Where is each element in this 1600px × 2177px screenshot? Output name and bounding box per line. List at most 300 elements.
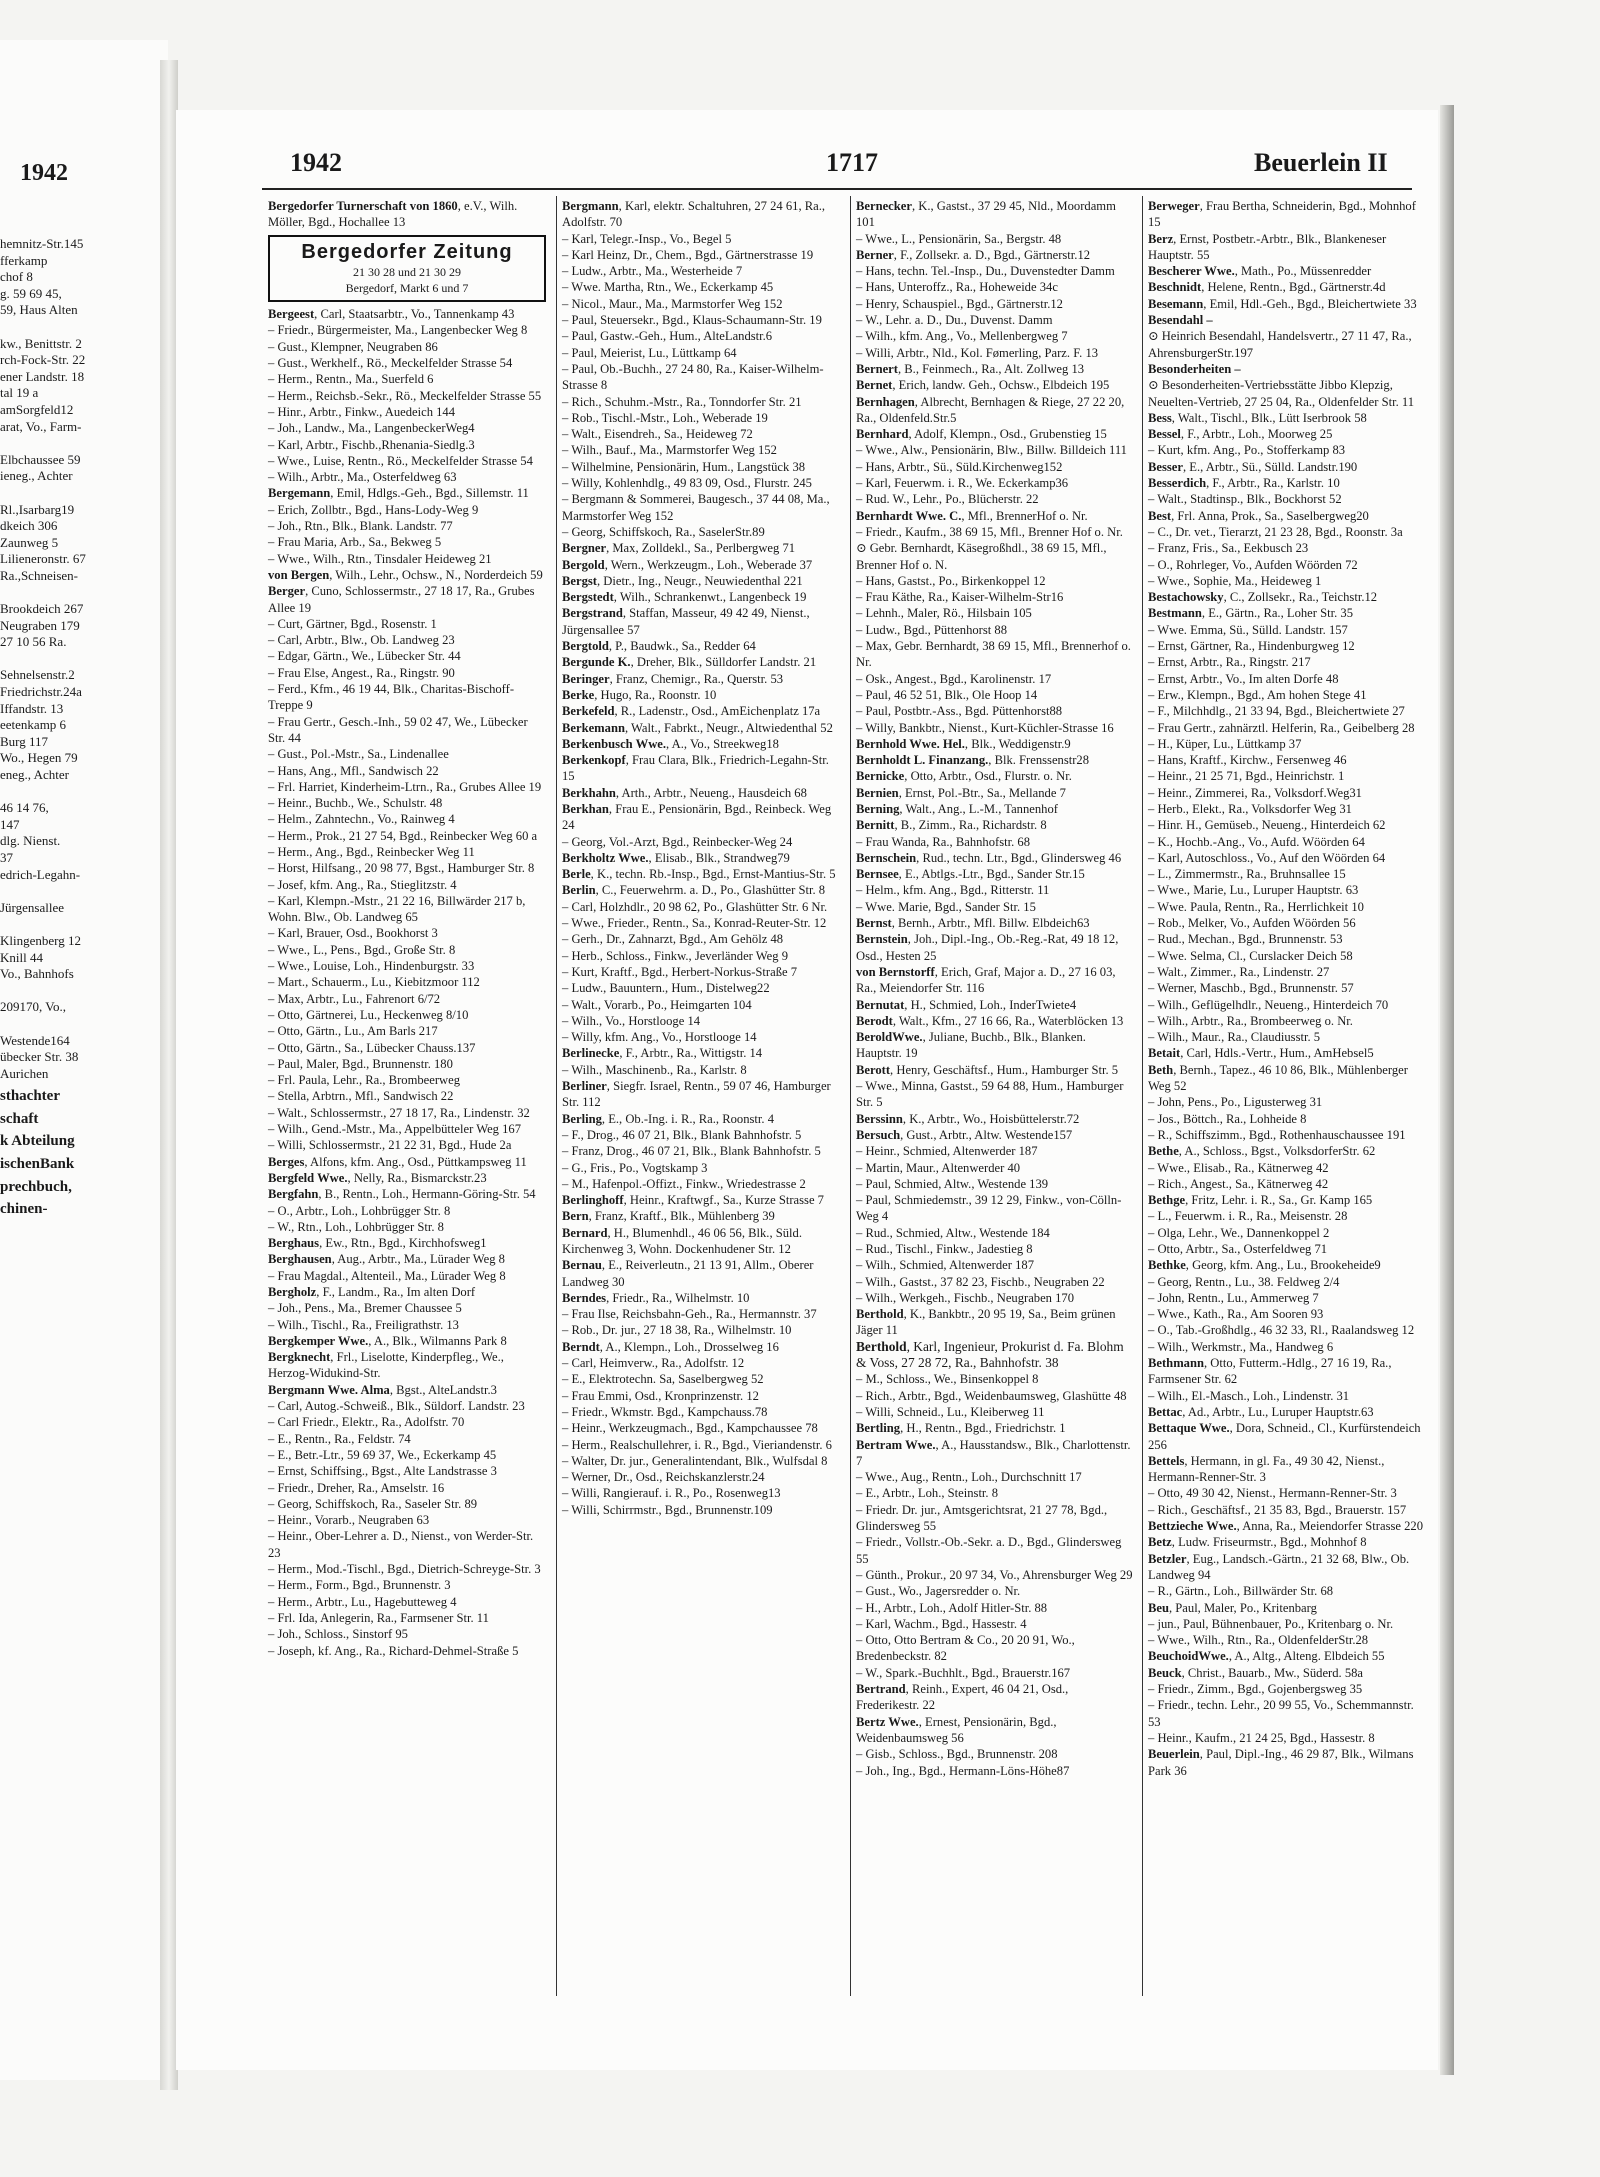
left-fragment-line: ieneg., Achter <box>0 468 73 484</box>
directory-entry: Bessel, F., Arbtr., Loh., Moorweg 25 <box>1148 427 1333 442</box>
directory-entry: – Hans, Gastst., Po., Birkenkoppel 12 <box>856 573 1046 588</box>
directory-entry: – Walt., Zimmer., Ra., Lindenstr. 27 <box>1148 964 1330 979</box>
directory-entry: – Carl Friedr., Elektr., Ra., Adolfstr. 70 <box>268 1415 465 1430</box>
directory-entry: – Georg, Vol.-Arzt, Bgd., Reinbecker-Weg 24 <box>562 834 793 849</box>
directory-entry: Bergold, Wern., Werkzeugm., Loh., Weberade 37 <box>562 557 813 572</box>
directory-entry: – Rud. W., Lehr., Po., Blücherstr. 22 <box>856 492 1039 507</box>
directory-entry: – Willi, Schlossermstr., 21 22 31, Bgd., Hude 2a <box>268 1138 512 1153</box>
directory-entry: – Walt., Vorarb., Po., Heimgarten 104 <box>562 997 752 1012</box>
directory-entry: – W., Spark.-Buchhlt., Bgd., Brauerstr.167 <box>856 1665 1071 1680</box>
directory-entry: Bern, Franz, Kraftf., Blk., Mühlenberg 39 <box>562 1209 775 1224</box>
left-fragment-line: fferkamp <box>0 252 48 268</box>
directory-entry: – Walt., Stadtinsp., Blk., Bockhorst 52 <box>1148 492 1342 507</box>
directory-entry: Berz, Ernst, Postbetr.-Arbtr., Blk., Blankeneser Hauptstr. 55 <box>1148 231 1387 262</box>
directory-entry: – Gust., Wo., Jagersredder o. Nr. <box>856 1584 1021 1599</box>
directory-entry: Bescherer Wwe., Math., Po., Müssenredder <box>1148 264 1372 279</box>
directory-entry: Berkenbusch Wwe., A., Vo., Streekweg18 <box>562 736 779 751</box>
directory-entry: Bergstrand, Staffan, Masseur, 49 42 49, Nienst., Jürgensallee 57 <box>562 606 810 637</box>
directory-entry: Bergstedt, Wilh., Schrankenwt., Langenbeck 19 <box>562 590 807 605</box>
directory-entry: – Hans, Arbtr., Sü., Süld.Kirchenweg152 <box>856 459 1063 474</box>
directory-entry: – Friedr. Dr. jur., Amtsgerichtsrat, 21 27 78, Bgd., Glindersweg 55 <box>856 1502 1108 1534</box>
directory-entry: – Olga, Lehr., We., Dannenkoppel 2 <box>1148 1225 1330 1240</box>
left-fragment-line: Aurichen <box>0 1065 49 1081</box>
left-fragment-line: Lilieneronstr. 67 <box>0 551 86 567</box>
directory-entry: – Paul, Steuersekr., Bgd., Klaus-Schaumann-Str. 19 <box>562 313 822 328</box>
directory-entry: Besemann, Emil, Hdl.-Geh., Bgd., Bleichertwiete 33 <box>1148 296 1417 311</box>
directory-entry: – Wilh., Arbtr., Ra., Brombeerweg o. Nr. <box>1148 1013 1353 1028</box>
directory-entry: – O., Tab.-Großhdlg., 46 32 33, Rl., Raalandsweg 12 <box>1148 1323 1415 1338</box>
directory-entry: – Willi, Arbtr., Nld., Kol. Fømerling, Parz. F. 13 <box>856 345 1099 360</box>
directory-entry: – Wwe., Frieder., Rentn., Sa., Konrad-Reuter-Str. 12 <box>562 916 827 931</box>
directory-entry: Besser, E., Arbtr., Sü., Sülld. Landstr.190 <box>1148 459 1358 474</box>
directory-entry: – Herm., Rentn., Ma., Suerfeld 6 <box>268 372 434 387</box>
left-fragment-line: Westende164 <box>0 1032 70 1048</box>
directory-entry: – Josef, kfm. Ang., Ra., Stieglitzstr. 4 <box>268 877 457 892</box>
directory-entry: Bergholz, F., Landm., Ra., Im alten Dorf <box>268 1285 476 1299</box>
directory-entry: – Frau Emmi, Osd., Kronprinzenstr. 12 <box>562 1388 759 1403</box>
left-fragment-line: Sehnelsenstr.2 <box>0 667 75 683</box>
directory-entry: Bernien, Ernst, Pol.-Btr., Sa., Mellande 7 <box>856 785 1066 800</box>
directory-entry: – Horst, Hilfsang., 20 98 77, Bgst., Hamburger Str. 8 <box>268 861 535 876</box>
directory-entry: Berthold, K., Bankbtr., 20 95 19, Sa., Beim grünen Jäger 11 <box>856 1307 1116 1338</box>
directory-entry: – Paul, Ob.-Buchh., 27 24 80, Ra., Kaiser-Wilhelm-Strasse 8 <box>562 361 824 393</box>
directory-entry: – G., Fris., Po., Vogtskamp 3 <box>562 1160 708 1175</box>
directory-entry: Beth, Bernh., Tapez., 46 10 86, Blk., Mühlenberger Weg 52 <box>1148 1062 1408 1094</box>
directory-entry: – Wwe., Kath., Ra., Am Sooren 93 <box>1148 1307 1324 1322</box>
directory-entry: – Kurt, Kraftf., Bgd., Herbert-Norkus-Straße 7 <box>562 964 798 979</box>
directory-entry: – Willy, kfm. Ang., Vo., Horstlooge 14 <box>562 1030 757 1045</box>
directory-entry: – Wilh., Vo., Horstlooge 14 <box>562 1013 701 1028</box>
directory-entry: Bernitt, B., Zimm., Ra., Richardstr. 8 <box>856 818 1047 833</box>
directory-entry: – John, Pens., Po., Ligusterweg 31 <box>1148 1095 1323 1110</box>
left-fragment-line: dlg. Nienst. <box>0 833 61 849</box>
left-fragment-line: 59, Haus Alten <box>0 302 78 318</box>
directory-entry: – Wwe., Sophie, Ma., Heideweg 1 <box>1148 573 1322 588</box>
directory-entry: Bernutat, H., Schmied, Loh., InderTwiete4 <box>856 997 1077 1012</box>
directory-entry: Bergkemper Wwe., A., Blk., Wilmanns Park 8 <box>268 1333 507 1348</box>
left-fragment-line: Wo., Hegen 79 <box>0 750 78 766</box>
directory-entry: Bergst, Dietr., Ing., Neugr., Neuwiedenthal 221 <box>562 573 803 588</box>
directory-entry: – Carl, Autog.-Schweiß., Blk., Süldorf. Landstr. 23 <box>268 1399 525 1414</box>
directory-entry: – Wwe. Martha, Rtn., We., Eckerkamp 45 <box>562 280 774 295</box>
left-fragment-line: amSorgfeld12 <box>0 401 74 417</box>
left-fragment-line: Zaunweg 5 <box>0 534 59 550</box>
directory-entry: Berott, Henry, Geschäftsf., Hum., Hamburger Str. 5 <box>856 1062 1119 1077</box>
directory-entry: Betzler, Eug., Landsch.-Gärtn., 21 32 68, Blw., Ob. Landweg 94 <box>1148 1551 1410 1582</box>
directory-entry: – Paul, Maler, Bgd., Brunnenstr. 180 <box>268 1056 453 1071</box>
directory-entry: – Heinr., Vorarb., Neugraben 63 <box>268 1513 430 1528</box>
left-fragment-line: dkeich 306 <box>0 518 58 534</box>
directory-entry: Bergunde K., Dreher, Blk., Sülldorfer Landstr. 21 <box>562 655 817 670</box>
directory-entry: – Wilh., Arbtr., Ma., Osterfeldweg 63 <box>268 470 457 485</box>
directory-entry: – Frau Gertr., zahnärztl. Helferin, Ra., Geibelberg 28 <box>1148 720 1415 735</box>
left-fragment-line: hemnitz-Str.145 <box>0 236 84 251</box>
left-fragment-line <box>0 485 168 502</box>
directory-entry: – Martin, Maur., Altenwerder 40 <box>856 1160 1021 1175</box>
directory-entry: – Herb., Schloss., Finkw., Jeverländer Weg 9 <box>562 948 788 963</box>
directory-entry: – Nicol., Maur., Ma., Marmstorfer Weg 152 <box>562 296 783 311</box>
directory-entry: – Helm., kfm. Ang., Bgd., Ritterstr. 11 <box>856 883 1050 898</box>
directory-entry: – Rob., Dr. jur., 27 18 38, Ra., Wilhelmstr. 10 <box>562 1323 792 1338</box>
directory-entry: Berkemann, Walt., Fabrkt., Neugr., Altwiedenthal 52 <box>562 720 833 735</box>
directory-entry: Bergemann, Emil, Hdlgs.-Geh., Bgd., Sillemstr. 11 <box>268 486 529 501</box>
left-fragment-line: kw., Benittstr. 2 <box>0 335 82 351</box>
directory-entry: Berling, E., Ob.-Ing. i. R., Ra., Roonstr. 4 <box>562 1111 775 1126</box>
directory-entry: Berkenkopf, Frau Clara, Blk., Friedrich-Legahn-Str. 15 <box>562 753 829 784</box>
directory-entry: – Hinr. H., Gemüseb., Neueng., Hinterdeich 62 <box>1148 818 1386 833</box>
directory-entry: ⊙ Besonderheiten-Vertriebsstätte Jibbo Klepzig, Neuelten-Vertrieb, 27 25 04, Ra., Oldenfelder Str. 11 <box>1148 378 1415 409</box>
directory-entry: – Joh., Rtn., Blk., Blank. Landstr. 77 <box>268 519 453 534</box>
header-running-head: Beuerlein II <box>1254 148 1388 177</box>
directory-entry: – Paul, Postbtr.-Ass., Bgd. Püttenhorst88 <box>856 704 1063 719</box>
directory-entry: – Otto, Gärtn., Sa., Lübecker Chauss.137 <box>268 1040 476 1055</box>
directory-entry: Bettac, Ad., Arbtr., Lu., Luruper Hauptstr.63 <box>1148 1404 1374 1419</box>
directory-entry: – W., Lehr. a. D., Du., Duvenst. Damm <box>856 313 1053 328</box>
directory-entry: Berghaus, Ew., Rtn., Bgd., Kirchhofsweg1 <box>268 1236 487 1251</box>
directory-entry: – Frau Ilse, Reichsbahn-Geh., Ra., Hermannstr. 37 <box>562 1307 817 1322</box>
directory-entry: – Wilh., Tischl., Ra., Freiligrathstr. 13 <box>268 1317 459 1332</box>
directory-entry: Berke, Hugo, Ra., Roonstr. 10 <box>562 687 717 702</box>
directory-entry: – Carl, Arbtr., Blw., Ob. Landweg 23 <box>268 633 455 648</box>
directory-entry: – Mart., Schauerm., Lu., Kiebitzmoor 112 <box>268 975 480 990</box>
directory-entry: Bertram Wwe., A., Hausstandsw., Blk., Charlottenstr. 7 <box>856 1437 1131 1468</box>
left-fragment-line: Iffandstr. 13 <box>0 700 64 716</box>
directory-entry: – Wwe., Aug., Rentn., Loh., Durchschnitt 17 <box>856 1470 1082 1485</box>
directory-entry: – Joh., Pens., Ma., Bremer Chaussee 5 <box>268 1301 462 1316</box>
left-fragment-line: Brookdeich 267 <box>0 601 84 617</box>
directory-entry: – W., Rtn., Loh., Lohbrügger Str. 8 <box>268 1219 444 1234</box>
left-fragment-line: eetenkamp 6 <box>0 717 67 733</box>
directory-entry: – Ernst, Gärtner, Ra., Hindenburgweg 12 <box>1148 639 1355 654</box>
header-page-number: 1717 <box>826 148 878 177</box>
directory-entry: Betait, Carl, Hdls.-Vertr., Hum., AmHebsel5 <box>1148 1046 1374 1061</box>
directory-entry: – Karl, Arbtr., Fischb.,Rhenania-Siedlg.3 <box>268 437 475 452</box>
directory-entry: – Wwe., Minna, Gastst., 59 64 88, Hum., Hamburger Str. 5 <box>856 1079 1124 1110</box>
left-fragment-line: eneg., Achter <box>0 767 69 782</box>
directory-entry: – Ferd., Kfm., 46 19 44, Blk., Charitas-Bischoff-Treppe 9 <box>268 682 515 713</box>
directory-entry: – Frl. Paula, Lehr., Ra., Brombeerweg <box>268 1073 461 1088</box>
directory-entry: – Carl, Holzhdlr., 20 98 62, Po., Glashütter Str. 6 Nr. <box>562 899 828 914</box>
directory-entry: Berkhahn, Arth., Arbtr., Neueng., Hausdeich 68 <box>562 785 807 800</box>
left-fragment-line: 27 10 56 Ra. <box>0 634 67 650</box>
directory-entry: Berlinecke, F., Arbtr., Ra., Wittigstr. 14 <box>562 1046 763 1061</box>
left-fragment-line <box>0 983 168 1000</box>
directory-entry: – F., Drog., 46 07 21, Blk., Blank Bahnhofstr. 5 <box>562 1127 802 1142</box>
directory-entry: – Wwe. Paula, Rentn., Ra., Herrlichkeit 10 <box>1148 899 1364 914</box>
directory-entry: – Otto, Gärtnerei, Lu., Heckenweg 8/10 <box>268 1007 469 1022</box>
directory-entry: – Karl, Wachm., Bgd., Hassestr. 4 <box>856 1616 1027 1631</box>
directory-entry: Bergfeld Wwe., Nelly, Ra., Bismarckstr.23 <box>268 1170 487 1185</box>
directory-entry: Beuerlein, Paul, Dipl.-Ing., 46 29 87, Blk., Wilmans Park 36 <box>1148 1747 1414 1778</box>
directory-entry: Bernst, Bernh., Arbtr., Mfl. Billw. Elbdeich63 <box>856 916 1090 931</box>
directory-entry: – Joh., Landw., Ma., LangenbeckerWeg4 <box>268 421 475 436</box>
directory-entry: Bernstein, Joh., Dipl.-Ing., Ob.-Reg.-Rat, 49 18 12, Osd., Hesten 25 <box>856 932 1119 963</box>
newspaper-advert <box>268 235 546 303</box>
directory-entry: – Walt., Eisendreh., Sa., Heideweg 72 <box>562 427 753 442</box>
directory-entry: Bernhardt Wwe. C., Mfl., BrennerHof o. Nr. <box>856 508 1088 523</box>
directory-entry: Berger, Cuno, Schlossermstr., 27 18 17, Ra., Grubes Allee 19 <box>268 584 535 615</box>
left-section-heading: chinen- <box>0 1201 48 1218</box>
directory-entry: Bernhard, Adolf, Klempn., Osd., Grubenstieg 15 <box>856 427 1107 442</box>
left-fragment-line: tal 19 a <box>0 385 39 401</box>
column-divider <box>850 196 851 1996</box>
directory-entry: – Karl, Feuerwm. i. R., We. Eckerkamp36 <box>856 476 1069 491</box>
directory-entry: Bernschein, Rud., techn. Ltr., Bgd., Glindersweg 46 <box>856 850 1122 865</box>
directory-entry: – Frau Magdal., Altenteil., Ma., Lürader Weg 8 <box>268 1268 506 1283</box>
directory-entry: – Wilh., Geflügelhdlr., Neueng., Hinterdeich 70 <box>1148 997 1389 1012</box>
directory-entry: – Herm., Mod.-Tischl., Bgd., Dietrich-Schreyge-Str. 3 <box>268 1562 541 1577</box>
directory-entry: – L., Feuerwm. i. R., Ra., Meisenstr. 28 <box>1148 1209 1348 1224</box>
directory-entry: – Wilh., Gend.-Mstr., Ma., Appelbütteler Weg 167 <box>268 1122 522 1137</box>
directory-entry: – O., Arbtr., Loh., Lohbrügger Str. 8 <box>268 1203 451 1218</box>
directory-entry: – Curt, Gärtner, Bgd., Rosenstr. 1 <box>268 616 437 631</box>
left-fragment-line: 147 <box>0 816 20 832</box>
left-fragment-line: g. 59 69 45, <box>0 285 62 301</box>
left-fragment-line: Vo., Bahnhofs <box>0 966 74 982</box>
directory-entry: BeuchoidWwe., A., Altg., Alteng. Elbdeich 55 <box>1148 1649 1385 1664</box>
directory-entry: – Wwe., Luise, Rentn., Rö., Meckelfelder Strasse 54 <box>268 453 533 468</box>
column-divider <box>556 196 557 1996</box>
directory-entry: – Wilh., Gastst., 37 82 23, Fischb., Neugraben 22 <box>856 1274 1105 1289</box>
directory-entry: – E., Elektrotechn. Sa, Saselbergweg 52 <box>562 1372 764 1387</box>
directory-entry: – Henry, Schauspiel., Bgd., Gärtnerstr.12 <box>856 296 1063 311</box>
directory-entry: Bethke, Georg, kfm. Ang., Lu., Brookeheide9 <box>1148 1258 1381 1273</box>
directory-entry: Berghausen, Aug., Arbtr., Ma., Lürader Weg 8 <box>268 1252 505 1267</box>
directory-entry: – Otto, Gärtn., Lu., Am Barls 217 <box>268 1024 438 1039</box>
left-fragment-line: Knill 44 <box>0 949 43 965</box>
page-edge <box>1440 105 1454 2075</box>
directory-entry: – Wilh., Maschinenb., Ra., Karlstr. 8 <box>562 1062 747 1077</box>
directory-entry: Bergtold, P., Baudwk., Sa., Redder 64 <box>562 639 756 654</box>
directory-entry: – Kurt, kfm. Ang., Po., Stofferkamp 83 <box>1148 443 1346 458</box>
directory-entry: – Werner, Maschb., Bgd., Brunnenstr. 57 <box>1148 981 1354 996</box>
directory-entry: – E., Arbtr., Loh., Steinstr. 8 <box>856 1486 999 1501</box>
directory-entry: – Wilh., Werkgeh., Fischb., Neugraben 170 <box>856 1290 1075 1305</box>
directory-entry: – Hans, Kraftf., Kirchw., Fersenweg 46 <box>1148 753 1347 768</box>
directory-entry: – Paul, Schmied, Altw., Westende 139 <box>856 1176 1049 1191</box>
directory-entry: – Karl, Telegr.-Insp., Vo., Begel 5 <box>562 231 732 246</box>
directory-entry: Bernsee, E., Abtlgs.-Ltr., Bgd., Sander Str.15 <box>856 867 1085 882</box>
directory-entry: – Wwe., Elisab., Ra., Kätnerweg 42 <box>1148 1160 1329 1175</box>
directory-entry: Berssinn, K., Arbtr., Wo., Hoisbüttelerstr.72 <box>856 1111 1080 1126</box>
directory-entry: – Friedr., Zimm., Bgd., Gojenbergsweg 35 <box>1148 1682 1363 1697</box>
directory-entry: – Franz, Drog., 46 07 21, Blk., Blank Bahnhofstr. 5 <box>562 1144 821 1159</box>
directory-entry: – Joseph, kf. Ang., Ra., Richard-Dehmel-Straße 5 <box>268 1643 519 1658</box>
directory-entry: – Wwe., Marie, Lu., Luruper Hauptstr. 63 <box>1148 883 1359 898</box>
directory-entry: – Gust., Werkhelf., Rö., Meckelfelder Strasse 54 <box>268 356 513 371</box>
directory-entry: – Joh., Schloss., Sinstorf 95 <box>268 1627 408 1642</box>
directory-entry: – Frau Else, Angest., Ra., Ringstr. 90 <box>268 665 455 680</box>
directory-entry: – Hans, Ang., Mfl., Sandwisch 22 <box>268 763 439 778</box>
directory-entry: Best, Frl. Anna, Prok., Sa., Saselbergweg20 <box>1148 508 1369 523</box>
directory-entry: – Karl Heinz, Dr., Chem., Bgd., Gärtnerstrasse 19 <box>562 247 814 262</box>
directory-entry: – jun., Paul, Bühnenbauer, Po., Kritenbarg o. Nr. <box>1148 1616 1394 1631</box>
left-fragment-line: 37 <box>0 849 13 865</box>
directory-entry: – Friedr., techn. Lehr., 20 99 55, Vo., Schemmannstr. 53 <box>1148 1698 1414 1729</box>
directory-entry: – Hans, Unteroffz., Ra., Hoheweide 34c <box>856 280 1058 295</box>
left-fragment-line: 46 14 76, <box>0 800 49 816</box>
directory-entry: Bettaque Wwe., Dora, Schneid., Cl., Kurfürstendeich 256 <box>1148 1421 1421 1452</box>
directory-entry: Bess, Walt., Tischl., Blk., Lütt Iserbrook 58 <box>1148 410 1367 425</box>
directory-entry: von Bernstorff, Erich, Graf, Major a. D., 27 16 03, Ra., Meiendorfer Str. 116 <box>856 964 1116 996</box>
directory-entry: Berner, F., Zollsekr. a. D., Bgd., Gärtnerstr.12 <box>856 247 1091 262</box>
directory-entry: – Gerh., Dr., Zahnarzt, Bgd., Am Gehölz 48 <box>562 932 784 947</box>
directory-entry: – Willy, Bankbtr., Nienst., Kurt-Küchler-Strasse 16 <box>856 720 1114 735</box>
directory-entry: – Walt., Schlossermstr., 27 18 17, Ra., Lindenstr. 32 <box>268 1105 530 1120</box>
directory-entry: – Willy, Kohlenhdlg., 49 83 09, Osd., Flurstr. 245 <box>562 476 812 491</box>
advert-phone: 21 30 28 und 21 30 29 <box>353 264 461 279</box>
directory-entry: Besendahl – <box>1148 313 1213 328</box>
directory-column-2 <box>562 198 840 1518</box>
directory-entry: – Karl, Klempn.-Mstr., 21 22 16, Billwärder 217 b, Wohn. Blw., Ob. Landweg 65 <box>268 893 526 925</box>
directory-entry: – Gisb., Schloss., Bgd., Brunnenstr. 208 <box>856 1747 1058 1762</box>
left-fragment-line: Klingenberg 12 <box>0 932 81 948</box>
left-fragment-line <box>0 651 168 668</box>
directory-entry: – Herb., Elekt., Ra., Volksdorfer Weg 31 <box>1148 801 1352 816</box>
directory-entry: – Hans, techn. Tel.-Insp., Du., Duvenstedter Damm <box>856 264 1115 279</box>
directory-entry: Berlin, C., Feuerwehrm. a. D., Po., Glashütter Str. 8 <box>562 883 826 898</box>
directory-entry: Besonderheiten – <box>1148 361 1241 376</box>
directory-entry: – Otto, Arbtr., Sa., Osterfeldweg 71 <box>1148 1242 1328 1256</box>
directory-entry: – Rich., Angest., Sa., Kätnerweg 42 <box>1148 1176 1329 1191</box>
directory-entry: – Heinr., 21 25 71, Bgd., Heinrichstr. 1 <box>1148 769 1345 784</box>
directory-entry: Bernau, E., Reiverleutn., 21 13 91, Allm., Oberer Landweg 30 <box>562 1258 814 1289</box>
left-fragment-line: 209170, Vo., <box>0 999 66 1015</box>
directory-entry: – Wilh., Bauf., Ma., Marmstorfer Weg 152 <box>562 443 777 458</box>
directory-entry: Bergmann Wwe. Alma, Bgst., AlteLandstr.3 <box>268 1382 497 1397</box>
directory-entry: Bestmann, E., Gärtn., Ra., Loher Str. 35 <box>1148 606 1353 621</box>
directory-entry: – Otto, Otto Bertram & Co., 20 20 91, Wo., Bredenbeckstr. 82 <box>856 1633 1075 1664</box>
directory-entry: Bernecker, K., Gastst., 37 29 45, Nld., Moordamm 101 <box>856 199 1116 230</box>
directory-entry: – M., Hafenpol.-Offizt., Finkw., Wriedestrasse 2 <box>562 1176 806 1191</box>
directory-entry: – Wilh., Werkmstr., Ma., Handweg 6 <box>1148 1339 1334 1354</box>
directory-entry: Bergedorfer Turnerschaft von 1860, e.V., Wilh. Möller, Bgd., Hochallee 13 <box>268 199 518 230</box>
directory-entry: – Edgar, Gärtn., We., Lübecker Str. 44 <box>268 649 461 664</box>
left-fragment-line: Jürgensallee <box>0 899 65 915</box>
directory-entry: – E., Betr.-Ltr., 59 69 37, We., Eckerkamp 45 <box>268 1447 497 1462</box>
directory-entry: – Rud., Schmied, Altw., Westende 184 <box>856 1225 1050 1240</box>
directory-entry: – Herm., Prok., 21 27 54, Bgd., Reinbecker Weg 60 a <box>268 828 538 843</box>
directory-entry: – E., Rentn., Ra., Feldstr. 74 <box>268 1431 411 1446</box>
directory-entry: – Heinr., Ober-Lehrer a. D., Nienst., von Werder-Str. 23 <box>268 1529 534 1560</box>
directory-entry: – L., Zimmermstr., Ra., Bruhnsallee 15 <box>1148 867 1346 882</box>
directory-entry: Berndt, A., Klempn., Loh., Drosselweg 16 <box>562 1339 779 1354</box>
directory-entry: – Ernst, Schiffsing., Bgst., Alte Landstrasse 3 <box>268 1464 497 1479</box>
directory-entry: – Helm., Zahntechn., Vo., Rainweg 4 <box>268 812 455 827</box>
directory-entry: Bergeest, Carl, Staatsarbtr., Vo., Tannenkamp 43 <box>268 307 515 322</box>
directory-entry: – O., Rohrleger, Vo., Aufden Wöörden 72 <box>1148 557 1358 572</box>
left-fragment-line: rch-Fock-Str. 22 <box>0 352 86 368</box>
directory-column-1 <box>268 198 546 1659</box>
directory-entry: – Wwe., Alw., Pensionärin, Blw., Billw. Billdeich 111 <box>856 443 1127 458</box>
left-fragment-line: ener Landstr. 18 <box>0 368 85 384</box>
directory-entry: – Heinr., Schmied, Altenwerder 187 <box>856 1144 1038 1159</box>
directory-entry: – Rich., Geschäftsf., 21 35 83, Bgd., Brauerstr. 157 <box>1148 1502 1407 1517</box>
directory-entry: – Frl. Ida, Anlegerin, Ra., Farmsener Str. 11 <box>268 1610 489 1625</box>
directory-entry: – F., Milchhdlg., 21 33 94, Bgd., Bleichertwiete 27 <box>1148 704 1405 719</box>
directory-entry: – Rob., Melker, Vo., Aufden Wöörden 56 <box>1148 916 1356 931</box>
directory-entry: ⊙ Gebr. Bernhardt, Käsegroßhdl., 38 69 15, Mfl., Brenner Hof o. N. <box>856 541 1107 572</box>
directory-entry: – Stella, Arbtrn., Mfl., Sandwisch 22 <box>268 1089 454 1104</box>
directory-entry: Beuck, Christ., Bauarb., Mw., Süderd. 58a <box>1148 1665 1364 1680</box>
directory-entry: – Wwe., Louise, Loh., Hindenburgstr. 33 <box>268 959 475 974</box>
directory-entry: – Paul, Schmiedemstr., 39 12 29, Finkw., von-Cölln-Weg 4 <box>856 1193 1122 1224</box>
directory-entry: Berkholtz Wwe., Elisab., Blk., Strandweg79 <box>562 850 790 865</box>
directory-entry: – Wwe. Marie, Bgd., Sander Str. 15 <box>856 899 1036 914</box>
directory-entry: Bethe, A., Schloss., Bgst., VolksdorferStr. 62 <box>1148 1144 1376 1159</box>
directory-entry: Besserdich, F., Arbtr., Ra., Karlstr. 10 <box>1148 476 1340 491</box>
directory-entry: Bergfahn, B., Rentn., Loh., Hermann-Göring-Str. 54 <box>268 1187 536 1202</box>
directory-entry: – Heinr., Zimmerei, Ra., Volksdorf.Weg31 <box>1148 785 1362 800</box>
left-section-heading: schaft <box>0 1110 39 1127</box>
directory-entry: – Georg, Rentn., Lu., 38. Feldweg 2/4 <box>1148 1274 1340 1289</box>
directory-entry: Berodt, Walt., Kfm., 27 16 66, Ra., Waterblöcken 13 <box>856 1013 1124 1028</box>
directory-entry: Berliner, Siegfr. Israel, Rentn., 59 07 46, Hamburger Str. 112 <box>562 1079 831 1110</box>
directory-entry: – Heinr., Werkzeugmach., Bgd., Kampchaussee 78 <box>562 1421 818 1436</box>
left-fragment-line: Ra.,Schneisen- <box>0 567 78 583</box>
left-fragment-line <box>0 883 168 900</box>
directory-entry: – Jos., Böttch., Ra., Lohheide 8 <box>1148 1111 1307 1126</box>
directory-entry: Bernert, B., Feinmech., Ra., Alt. Zollweg 13 <box>856 361 1085 376</box>
header-rule <box>262 188 1412 190</box>
directory-entry: – Friedr., Kaufm., 38 69 15, Mfl., Brenner Hof o. Nr. <box>856 524 1123 539</box>
left-page-column <box>0 236 168 1218</box>
directory-entry: – Wwe., Wilh., Rtn., Tinsdaler Heideweg 21 <box>268 551 492 566</box>
directory-entry: – Friedr., Bürgermeister, Ma., Langenbecker Weg 8 <box>268 323 528 338</box>
directory-entry: – Osk., Angest., Bgd., Karolinenstr. 17 <box>856 671 1052 686</box>
directory-entry: – Max, Gebr. Bernhardt, 38 69 15, Mfl., Brennerhof o. Nr. <box>856 639 1131 670</box>
directory-entry: – Joh., Ing., Bgd., Hermann-Löns-Höhe87 <box>856 1763 1070 1778</box>
directory-entry: Bernholdt L. Finanzang., Blk. Frenssenstr28 <box>856 753 1090 768</box>
directory-entry: – Rich., Arbtr., Bgd., Weidenbaumsweg, Glashütte 48 <box>856 1388 1127 1403</box>
directory-entry: Beringer, Franz, Chemigr., Ra., Querstr. 53 <box>562 671 784 686</box>
column-divider <box>1142 196 1143 1996</box>
directory-entry: – Frau Maria, Arb., Sa., Bekweg 5 <box>268 535 442 550</box>
directory-entry: Berges, Alfons, kfm. Ang., Osd., Püttkampsweg 11 <box>268 1154 527 1169</box>
directory-entry: – Rud., Tischl., Finkw., Jadestieg 8 <box>856 1242 1033 1256</box>
directory-entry: Berweger, Frau Bertha, Schneiderin, Bgd., Mohnhof 15 <box>1148 199 1416 230</box>
directory-entry: – John, Rentn., Lu., Ammerweg 7 <box>1148 1290 1319 1305</box>
directory-entry: – Günth., Prokur., 20 97 34, Vo., Ahrensburger Weg 29 <box>856 1567 1133 1582</box>
directory-entry: Bernicke, Otto, Arbtr., Osd., Flurstr. o. Nr. <box>856 769 1072 784</box>
directory-entry: – Werner, Dr., Osd., Reichskanzlerstr.24 <box>562 1470 765 1485</box>
directory-entry: – R., Gärtn., Loh., Billwärder Str. 68 <box>1148 1584 1334 1599</box>
directory-entry: – Herm., Reichsb.-Sekr., Rö., Meckelfelder Strasse 55 <box>268 388 542 403</box>
directory-entry: Betz, Ludw. Friseurmstr., Bgd., Mohnhof 8 <box>1148 1535 1367 1550</box>
directory-entry: – Ludw., Bauuntern., Hum., Distelweg22 <box>562 981 770 996</box>
directory-entry: – Wwe. Selma, Cl., Curslacker Deich 58 <box>1148 948 1353 963</box>
directory-entry: Beu, Paul, Maler, Po., Kritenbarg <box>1148 1600 1317 1615</box>
directory-entry: – Gust., Pol.-Mstr., Sa., Lindenallee <box>268 747 449 762</box>
directory-entry: – Georg, Schiffskoch, Ra., SaselerStr.89 <box>562 524 765 539</box>
directory-entry: – Willi, Schirrmstr., Bgd., Brunnenstr.109 <box>562 1502 773 1517</box>
directory-entry: – Erich, Zollbtr., Bgd., Hans-Lody-Weg 9 <box>268 502 479 517</box>
directory-entry: – Walter, Dr. jur., Generalintendant, Blk., Wulfsdal 8 <box>562 1453 828 1468</box>
directory-entry: – Hinr., Arbtr., Finkw., Auedeich 144 <box>268 404 456 419</box>
directory-column-3 <box>856 198 1134 1779</box>
directory-entry: – Wwe., Wilh., Rtn., Ra., OldenfelderStr.28 <box>1148 1633 1369 1648</box>
left-fragment-line: edrich-Legahn- <box>0 866 81 882</box>
directory-entry: – Wilh., El.-Masch., Loh., Lindenstr. 31 <box>1148 1388 1350 1403</box>
directory-entry: – Ernst, Arbtr., Ra., Ringstr. 217 <box>1148 655 1311 670</box>
directory-entry: von Bergen, Wilh., Lehr., Ochsw., N., Norderdeich 59 <box>268 567 543 582</box>
directory-entry: – H., Arbtr., Loh., Adolf Hitler-Str. 88 <box>856 1600 1048 1615</box>
left-page-fragment <box>0 40 168 2080</box>
directory-entry: Bertz Wwe., Ernest, Pensionärin, Bgd., Weidenbaumsweg 56 <box>856 1714 1057 1745</box>
directory-entry: – R., Schiffszimm., Bgd., Rothenhauschaussee 191 <box>1148 1127 1406 1142</box>
directory-entry: – Gust., Klempner, Neugraben 86 <box>268 339 438 354</box>
directory-entry: Bettels, Hermann, in gl. Fa., 49 30 42, Nienst., Hermann-Renner-Str. 3 <box>1148 1453 1385 1485</box>
